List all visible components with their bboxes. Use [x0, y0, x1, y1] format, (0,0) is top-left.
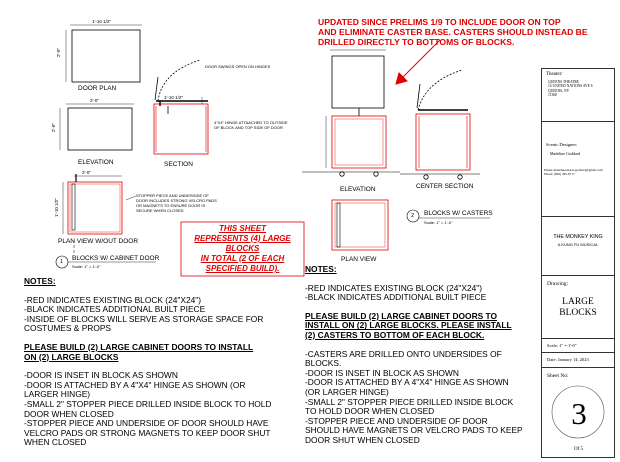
update-note [318, 17, 594, 47]
theater-label: Theater: [546, 72, 563, 77]
hinge-note: 4"X4" HINGE ATTAACHED TO OUTSIDE OF BLOCK AND TOP SIDE OF DOOR [214, 120, 288, 130]
theater-name: QUEENS THEATRE [548, 80, 579, 84]
notes-left-line: COSTUMES & PROPS [24, 323, 112, 334]
show-subtitle: A KUNG FU MUSICAL [557, 242, 599, 247]
designer-label: Scenic Designer: [546, 142, 578, 147]
date-value: Date: January 14, 2023 [547, 357, 589, 362]
plan-view-wout-door-label: PLAN VIEW W/OUT DOOR [58, 238, 139, 245]
dim-elev-height: 2'-0" [50, 123, 56, 132]
notes-left-line: -DOOR IS INSET IN BLOCK AS SHOWN [24, 370, 178, 381]
callout-2-number: 2 [411, 213, 415, 219]
theater-address [548, 80, 614, 97]
notes-right-line: -BLACK INDICATES ADDITIONAL BUILT PIECE [305, 292, 487, 303]
drawing-title-line-2: BLOCKS [559, 308, 597, 318]
sheet-note-line-4: IN TOTAL (2 OF EACH [200, 254, 285, 263]
section-label: SECTION [164, 161, 193, 168]
notes-left-line: -STOPPER PIECE AND UNDERSIDE OF DOOR SHOULD HAVE [24, 418, 269, 429]
sheet-note-line-5: SPECIFIED BUILD). [205, 264, 280, 273]
show-title: THE MONKEY KING [553, 234, 603, 240]
notes-right-line: DOOR SHUT WHEN CLOSED [305, 434, 420, 445]
callout-1-scale: Scale: 1" = 1'-0" [72, 264, 101, 269]
notes-right-line: -SMALL 2" STOPPER PIECE DRILLED INSIDE BLOCK [305, 396, 514, 407]
notes-right-line: BLOCKS. [305, 358, 342, 369]
stopper-note: STOPPER PIECE AND UNDERSIDE OF DOOR INCLUDES STRONG VELCRO PADS OR MAGNETS TO ENSURE DOOR IS SECURE WHEN CLOSED [136, 193, 217, 213]
notes-left-line: -BLACK INDICATES ADDITIONAL BUILT PIECE [24, 304, 206, 315]
notes-right-line: -STOPPER PIECE AND UNDERSIDE OF DOOR [305, 415, 488, 426]
notes-left-line: -RED INDICATES EXISTING BLOCK (24"X24") [24, 294, 202, 305]
dim-plan-depth: 1'-10 1/2" [53, 198, 59, 217]
door-swing-note: DOOR SWINGS OPEN ON HINGES [205, 64, 271, 69]
notes-left [24, 277, 299, 448]
date-cell [542, 353, 614, 368]
callout-2-scale: Scale: 1" = 1'-0" [424, 220, 453, 225]
callout-1-title: BLOCKS W/ CABINET DOOR [72, 255, 160, 262]
notes-right-line: -CASTERS ARE DRILLED ONTO UNDERSIDES OF [305, 348, 502, 359]
notes-left-line: DOOR WHEN CLOSED [24, 408, 114, 419]
elevation-left-drawing [60, 104, 134, 150]
notes-left-bold-line: PLEASE BUILD (2) LARGE CABINET DOORS TO INSTALL [24, 341, 254, 352]
designer-cell [542, 122, 614, 217]
update-line-1: UPDATED SINCE PRELIMS 1/9 TO INCLUDE DOOR ON TOP [318, 17, 561, 27]
center-section-drawing [400, 70, 480, 179]
elevation-label: ELEVATION [78, 159, 114, 166]
theater-addr-2: QUEENS, NY [548, 88, 570, 93]
update-line-2: AND ELIMINATE CASTER BASE. CASTERS SHOULD INSTEAD BE [318, 27, 588, 37]
drawing-label: Drawing: [547, 281, 569, 287]
notes-left-bold-line: ON (2) LARGE BLOCKS [24, 351, 119, 362]
drawing-title-line-1: LARGE [562, 297, 594, 307]
designer-name: Madeline Goddard [550, 151, 581, 156]
scale-value: Scale: 1" = 1'-0" [547, 343, 577, 348]
designer-contact [544, 168, 614, 176]
sheet-number: 3 [571, 396, 587, 431]
sheet-note-line-1: THIS SHEET [218, 224, 267, 233]
plan-view-right-drawing [332, 200, 388, 250]
notes-left-line: -INSIDE OF BLOCKS WILL SERVE AS STORAGE SPACE FOR [24, 313, 264, 324]
notes-left-heading: NOTES: [24, 276, 56, 286]
notes-left-line: LARGER HINGE) [24, 389, 91, 400]
notes-right-line: -DOOR IS INSET IN BLOCK AS SHOWN [305, 367, 459, 378]
notes-right-heading: NOTES: [305, 264, 337, 274]
dim-door-width: 1'-10 1/2" [92, 19, 111, 24]
dim-door-height: 2'-0" [55, 48, 61, 57]
show-cell [542, 217, 614, 276]
dim-section-depth: 1'-10 1/2" [164, 95, 183, 100]
notes-left-line: VELCRO PADS OR STRONG MAGNETS TO KEEP DOOR SHUT [24, 427, 271, 438]
drawing-cell [542, 276, 614, 339]
theater-addr-3: 11368 [548, 92, 557, 97]
elevation-right-drawing [302, 50, 400, 176]
sheet-of: Of 5 [574, 447, 584, 452]
sheet-cell [542, 368, 614, 456]
notes-left-line: WHEN CLOSED [24, 437, 87, 448]
designer-email: Email: madeline.maria.goddard@gmail.com [544, 168, 603, 172]
notes-right-line: (OR LARGER HINGE) [305, 386, 389, 397]
section-drawing [154, 60, 208, 154]
notes-left-line: -SMALL 2" STOPPER PIECE DRILLED INSIDE BLOCK TO HOLD [24, 398, 272, 409]
sheet-note-line-2: REPRESENTS (4) LARGE [194, 234, 291, 243]
notes-right-bold-line: PLEASE BUILD (2) LARGE CABINET DOORS TO [305, 310, 498, 321]
dim-elev-width: 2'-0" [90, 98, 99, 103]
sheet-label: Sheet No: [547, 373, 569, 379]
door-plan-label: DOOR PLAN [78, 85, 117, 92]
center-section-label: CENTER SECTION [416, 183, 474, 190]
callout-1-number: 1 [60, 259, 64, 265]
title-block [541, 68, 615, 458]
notes-right [305, 265, 537, 446]
notes-right-line: -DOOR IS ATTACHED BY A 4"X4" HINGE AS SHOWN [305, 377, 509, 388]
notes-right-bold-line: INSTALL ON (2) LARGE BLOCKS. PLEASE INSTALL [305, 320, 512, 331]
update-line-3: DRILLED DIRECTLY TO BOTTOMS OF BLOCKS. [318, 37, 515, 47]
sheet-note-line-3: BLOCKS [225, 244, 260, 253]
notes-right-line: TO HOLD DOOR WHEN CLOSED [305, 406, 435, 417]
elevation-right-label: ELEVATION [340, 186, 376, 193]
door-plan-drawing [66, 25, 142, 82]
drawing-title [542, 297, 614, 319]
plan-view-label: PLAN VIEW [341, 256, 377, 263]
theater-cell [542, 69, 614, 122]
notes-right-line: -RED INDICATES EXISTING BLOCK (24"X24") [305, 282, 483, 293]
notes-right-bold-line: (2) CASTERS TO BOTTOM OF EACH BLOCK. [305, 329, 485, 340]
sheet-note [183, 224, 302, 274]
designer-phone: Phone: (862) 295-6717 [544, 172, 575, 177]
notes-left-line: -DOOR IS ATTACHED BY A 4"X4" HINGE AS SHOWN (OR [24, 379, 246, 390]
dim-plan-width: 2'-0" [82, 170, 91, 175]
notes-right-line: SHOULD HAVE MAGNETS OR VELCRO PADS TO KEEP [305, 425, 523, 436]
scale-cell [542, 339, 614, 353]
callout-2-title: BLOCKS W/ CASTERS [424, 210, 493, 217]
theater-addr-1: 14 UNITED NATIONS AVE S [548, 84, 593, 89]
